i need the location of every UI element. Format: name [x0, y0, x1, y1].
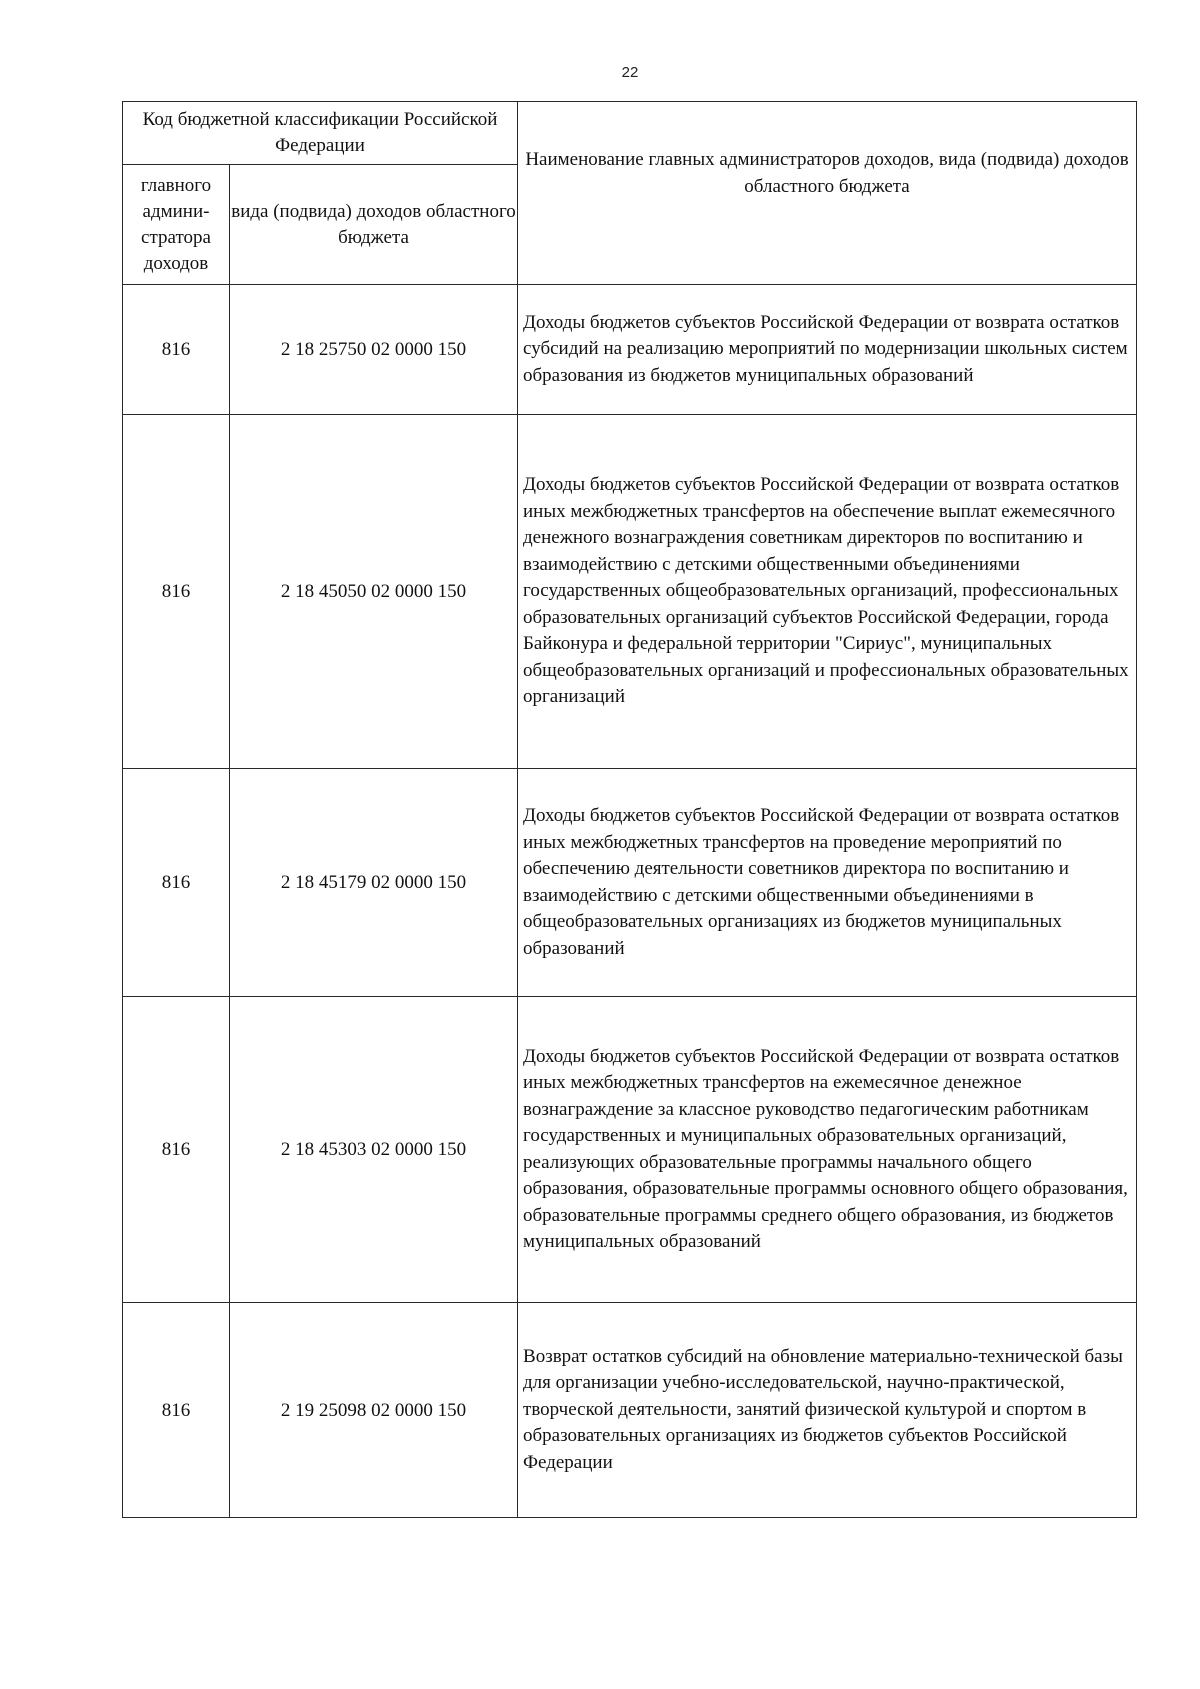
- income-name-cell: Возврат остатков субсидий на обновление материально-технической базы для организации учебно-исследовательской, научно-практической, творческой деятельности, занятий физической культурой и спортом в образовательных организациях из бюджетов субъектов Российской Федерации: [518, 1303, 1137, 1518]
- header-administrator-name: Наименование главных администраторов доходов, вида (подвида) доходов областного бюджета: [518, 102, 1137, 285]
- admin-code-cell: 816: [123, 285, 230, 415]
- income-code-cell: 2 18 45050 02 0000 150: [230, 415, 518, 769]
- admin-code-cell: 816: [123, 769, 230, 997]
- header-row-top: [123, 102, 1137, 165]
- header-income-type: вида (подвида) доходов областного бюджета: [230, 165, 518, 285]
- header-budget-code-group: Код бюджетной классификации Российской Федерации: [123, 102, 518, 165]
- income-name-cell: Доходы бюджетов субъектов Российской Федерации от возврата остатков иных межбюджетных трансфертов на обеспечение выплат ежемесячного денежного вознаграждения советникам директоров по воспитанию и взаимодействию с детскими общественными объединениями государственных общеобразовательных организаций, профессиональных образовательных организаций субъектов Российской Федерации, города Байконура и федеральной территории "Сириус", муниципальных общеобразовательных организаций и профессиональных образовательных организаций: [518, 415, 1137, 769]
- admin-code-cell: 816: [123, 1303, 230, 1518]
- income-code-cell: 2 19 25098 02 0000 150: [230, 1303, 518, 1518]
- admin-code-cell: 816: [123, 997, 230, 1303]
- income-name-cell: Доходы бюджетов субъектов Российской Федерации от возврата остатков иных межбюджетных трансфертов на проведение мероприятий по обеспечению деятельности советников директора по воспитанию и взаимодействию с детскими общественными объединениями в общеобразовательных организациях из бюджетов муниципальных образований: [518, 769, 1137, 997]
- income-code-cell: 2 18 45303 02 0000 150: [230, 997, 518, 1303]
- table-row: [123, 769, 1137, 997]
- admin-code-cell: 816: [123, 415, 230, 769]
- income-name-cell: Доходы бюджетов субъектов Российской Федерации от возврата остатков субсидий на реализацию мероприятий по модернизации школьных систем образования из бюджетов муниципальных образований: [518, 285, 1137, 415]
- table-row: [123, 285, 1137, 415]
- income-name-cell: Доходы бюджетов субъектов Российской Федерации от возврата остатков иных межбюджетных трансфертов на ежемесячное денежное вознаграждение за классное руководство педагогическим работникам государственных и муниципальных образовательных организаций, реализующих образовательные программы начального общего образования, образовательные программы основного общего образования, образовательные программы среднего общего образования, из бюджетов муниципальных образований: [518, 997, 1137, 1303]
- table-row: [123, 997, 1137, 1303]
- header-chief-administrator: главного админи-стратора доходов: [123, 165, 230, 285]
- income-code-cell: 2 18 25750 02 0000 150: [230, 285, 518, 415]
- budget-classification-table: [122, 101, 1137, 1518]
- table-row: [123, 415, 1137, 769]
- income-code-cell: 2 18 45179 02 0000 150: [230, 769, 518, 997]
- table-row: [123, 1303, 1137, 1518]
- page-number: 22: [621, 64, 639, 81]
